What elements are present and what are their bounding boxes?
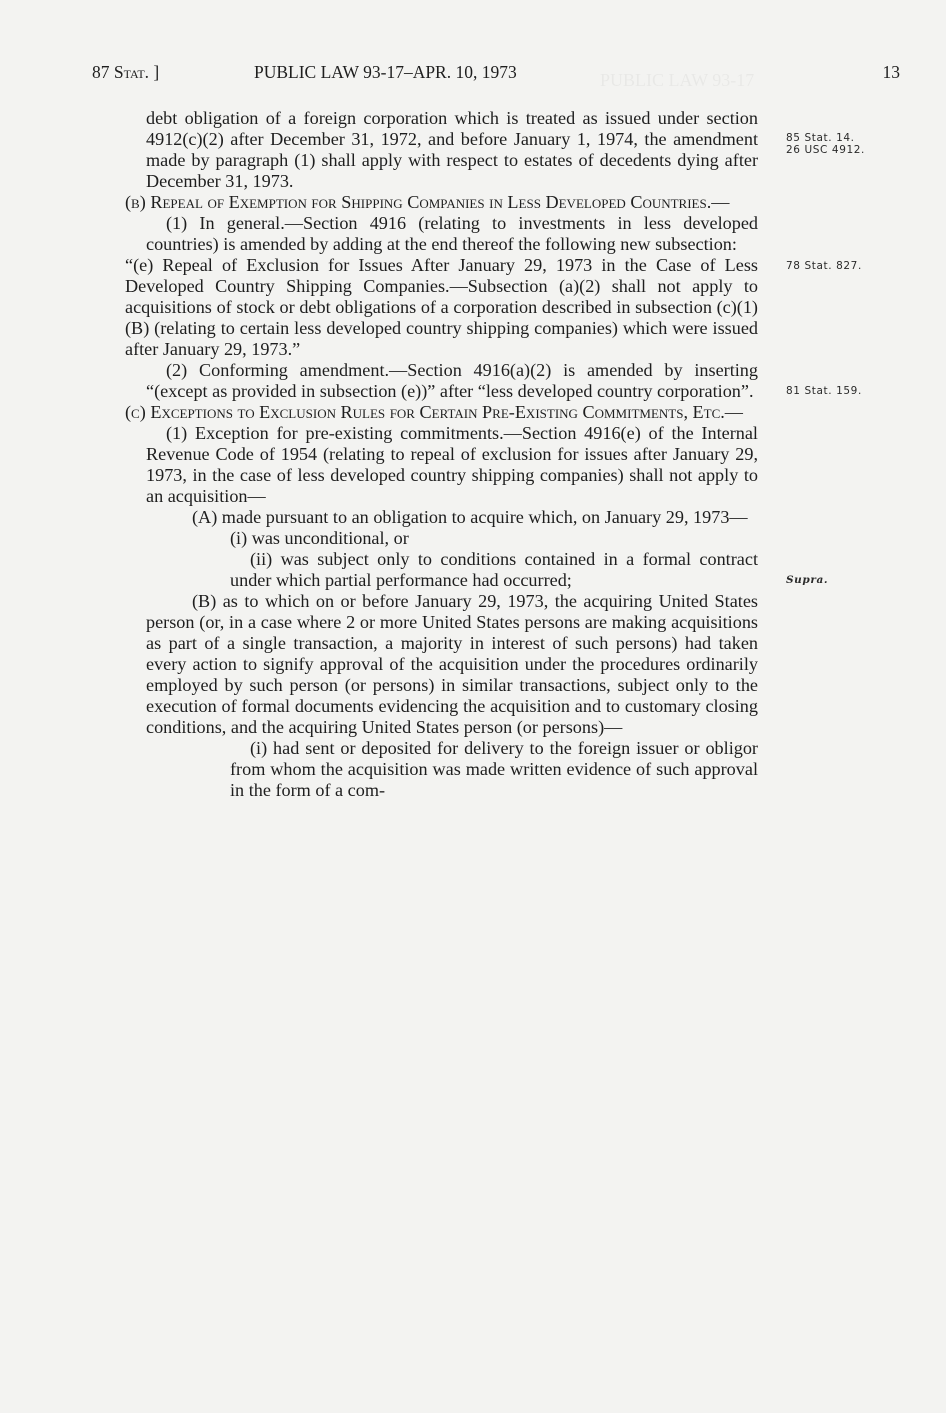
volume-citation: 87 Stat. ] bbox=[92, 62, 160, 82]
paragraph-c1: (1) Exception for pre-existing commitments.—Section 4916(e) of the Internal Revenue Code of 1954 (relating to repeal of exclusion for issues after January 29, 1973, in the case of less developed country shipping companies) shall not apply to an acquisition— bbox=[146, 423, 758, 506]
page-title: PUBLIC LAW 93-17–APR. 10, 1973 bbox=[254, 62, 517, 82]
clause-A: (A) made pursuant to an obligation to acquire which, on January 29, 1973— bbox=[192, 507, 748, 527]
margin-note-81-stat: 81 Stat. 159. bbox=[786, 385, 862, 397]
clause-A-ii: (ii) was subject only to conditions contained in a formal contract under which partial performance had occurred; bbox=[230, 549, 758, 590]
subsection-c-heading: (c) Exceptions to Exclusion Rules for Certain Pre-Existing Commitments, Etc.— bbox=[125, 402, 743, 422]
margin-note-supra: Supra. bbox=[786, 574, 829, 586]
paragraph-new-subsection-e: “(e) Repeal of Exclusion for Issues After January 29, 1973 in the Case of Less Developed Country Shipping Companies.—Subsection (a)(2) shall not apply to acquisitions of stock or debt obligations of a corporation described in subsection (c)(1)(B) (relating to certain less developed country shipping companies) which were issued after January 29, 1973.” bbox=[125, 255, 758, 359]
page-number: 13 bbox=[882, 62, 900, 82]
subsection-b-heading: (b) Repeal of Exemption for Shipping Companies in Less Developed Countries.— bbox=[125, 192, 730, 212]
paragraph-b1: (1) In general.—Section 4916 (relating to investments in less developed countries) is amended by adding at the end thereof the following new subsection: bbox=[146, 213, 758, 254]
margin-note-85-stat: 85 Stat. 14. 26 USC 4912. bbox=[786, 132, 865, 156]
page-header bbox=[92, 62, 900, 86]
clause-B: (B) as to which on or before January 29, 1973, the acquiring United States person (or, in a case where 2 or more United States persons are making acquisitions as part of a single transaction, a majority in interest of such persons) had taken every action to signify approval of the acquisition under the procedures ordinarily employed by such person (or persons) in similar transactions, subject only to the execution of formal documents evidencing the acquisition and to customary closing conditions, and the acquiring United States person (or persons)— bbox=[146, 591, 758, 737]
paragraph-continuation: debt obligation of a foreign corporation which is treated as issued under section 4912(c)(2) after December 31, 1972, and before January 1, 1974, the amendment made by paragraph (1) shall apply with respect to estates of decedents dying after December 31, 1973. bbox=[146, 108, 758, 191]
clause-B-i: (i) had sent or deposited for delivery to the foreign issuer or obligor from whom the acquisition was made written evidence of such approval in the form of a com- bbox=[230, 738, 758, 800]
statute-body bbox=[125, 108, 758, 801]
margin-note-78-stat: 78 Stat. 827. bbox=[786, 260, 862, 272]
paragraph-b2: (2) Conforming amendment.—Section 4916(a)(2) is amended by inserting “(except as provided in subsection (e))” after “less developed country corporation”. bbox=[146, 360, 758, 401]
clause-A-i: (i) was unconditional, or bbox=[230, 528, 409, 548]
